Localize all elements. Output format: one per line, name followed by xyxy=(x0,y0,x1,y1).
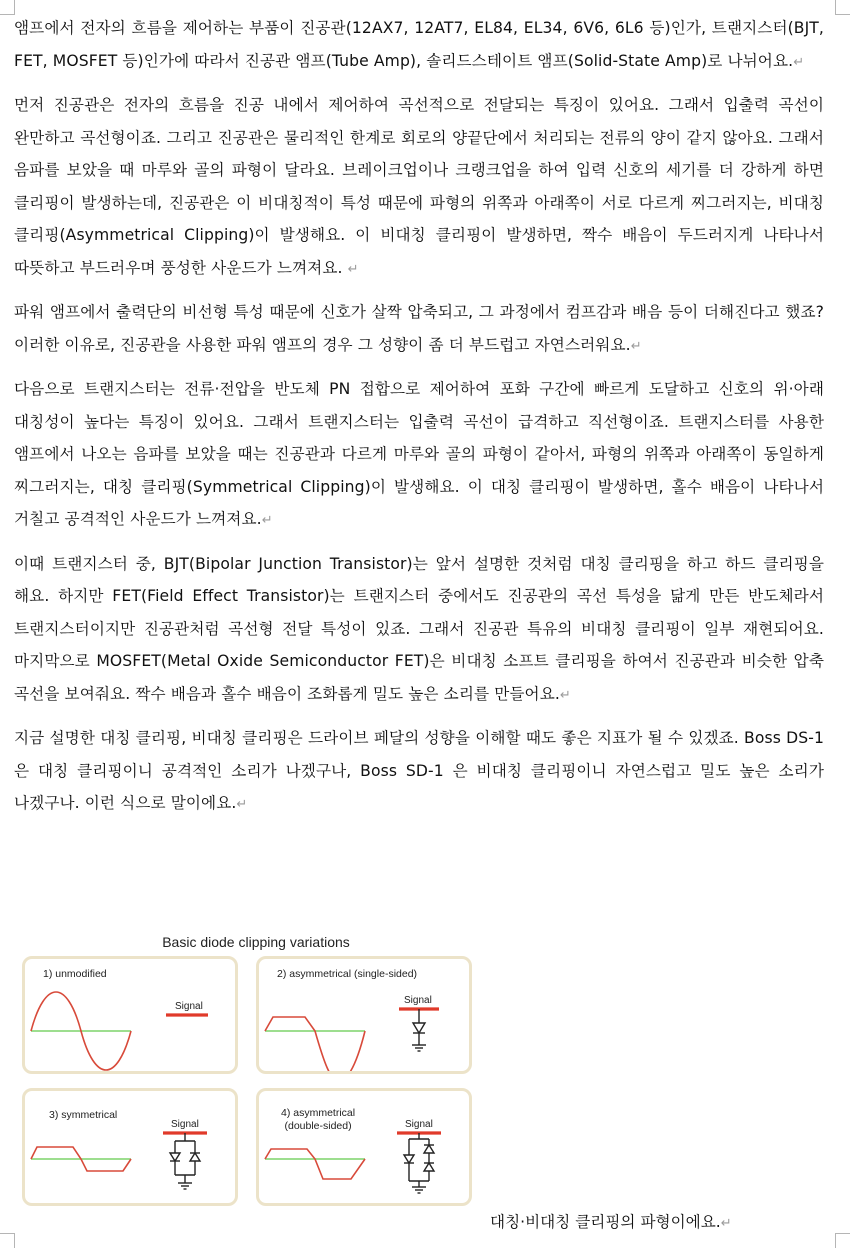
paragraph-6 xyxy=(14,722,824,822)
paragraph-text: 앰프에서 전자의 흐름을 제어하는 부품이 진공관(12AX7, 12AT7, EL84, EL34, 6V6, 6L6 등)인가, 트랜지스터(BJT, FET, MOSFET 등)인가에 따라서 진공관 앰프(Tube Amp), 솔리드스테이트 앰프(Solid-State Amp)로 나뉘어요. xyxy=(14,19,824,70)
panel-label: 2) asymmetrical (single-sided) xyxy=(277,968,418,980)
page-corner-bottom-right xyxy=(835,1233,850,1248)
diode-icon xyxy=(412,1009,426,1051)
clipping-figure xyxy=(16,930,478,1220)
panel-label: 3) symmetrical xyxy=(49,1109,118,1121)
paragraph-text: 다음으로 트랜지스터는 전류·전압을 반도체 PN 접합으로 제어하여 포화 구간에 빠르게 도달하고 신호의 위·아래 대칭성이 높다는 특징이 있어요. 그래서 트랜지스터는 입출력 곡선이 급격하고 직선형이죠. 트랜지스터를 사용한 앰프에서 나오는 음파를 보았을 때는 진공관과 다르게 마루와 골의 파형이 같아서, 파형의 위쪽과 아래쪽이 동일하게 찌그러지는, 대칭 클리핑(Symmetrical Clipping)이 발생해요. 이 대칭 클리핑이 발생하면, 홀수 배음이 나타나서 거칠고 공격적인 사운드가 느껴져요. xyxy=(14,380,824,528)
paragraph-mark: ↵ xyxy=(720,1216,732,1231)
paragraph-4 xyxy=(14,373,824,538)
panel-unmodified xyxy=(22,956,238,1074)
clipped-wave xyxy=(265,1017,365,1071)
paragraph-5 xyxy=(14,548,824,713)
paragraph-text: 이때 트랜지스터 중, BJT(Bipolar Junction Transistor)는 앞서 설명한 것처럼 대칭 클리핑을 하고 하드 클리핑을 해요. 하지만 FET(Field Effect Transistor)는 트랜지스터 중에서도 진공관의 곡선 특성을 닮게 만든 반도체라서 트랜지스터이지만 진공관처럼 곡선형 전달 특성이 있죠. 그래서 진공관 특유의 비대칭 클리핑이 일부 재현되어요. 마지막으로 MOSFET(Metal Oxide Semiconductor FET)은 비대칭 소프트 클리핑을 하여서 진공관과 비슷한 압축 곡선을 보여줘요. 짝수 배음과 홀수 배음이 조화롭게 밀도 높은 소리를 만들어요. xyxy=(14,554,824,703)
paragraph-text: 먼저 진공관은 전자의 흐름을 진공 내에서 제어하여 곡선적으로 전달되는 특징이 있어요. 그래서 입출력 곡선이 완만하고 곡선형이죠. 그리고 진공관은 물리적인 한계로 회로의 양끝단에서 처리되는 전류의 양이 같지 않아요. 그래서 음파를 보았을 때 마루와 골의 파형이 달라요. 브레이크업이나 크랭크업을 하여 입력 신호의 세기를 더 강하게 하면 클리핑이 발생하는데, 진공관은 이 비대칭적이 특성 때문에 파형의 위쪽과 아래쪽이 서로 다르게 찌그러지는, 비대칭 클리핑(Asymmetrical Clipping)이 발생해요. 이 비대칭 클리핑이 발생하면, 짝수 배음이 두드러지게 나타나서 따뜻하고 부드러우며 풍성한 사운드가 느껴져요. xyxy=(14,96,824,277)
paragraph-mark: ↵ xyxy=(261,513,273,528)
panel-asymmetrical-single xyxy=(256,956,472,1074)
page-corner-top-right xyxy=(835,0,850,15)
panel-symmetrical xyxy=(22,1088,238,1206)
diode-stack-icon xyxy=(404,1133,434,1193)
signal-label: Signal xyxy=(171,1119,199,1130)
caption-text: 대칭·비대칭 클리핑의 파형이에요. xyxy=(490,1213,721,1231)
page-corner-bottom-left xyxy=(0,1233,15,1248)
figure-caption xyxy=(490,1210,732,1232)
page-corner-top-left xyxy=(0,0,15,15)
signal-label: Signal xyxy=(405,1119,433,1130)
paragraph-mark: ↵ xyxy=(793,54,805,70)
panel-symmetrical-drawing xyxy=(25,1091,235,1203)
document-body xyxy=(14,12,824,832)
panel-label-line1: 4) asymmetrical xyxy=(281,1107,356,1119)
paragraph-mark: ↵ xyxy=(236,797,248,812)
paragraph-1 xyxy=(14,12,824,79)
clipped-wave xyxy=(265,1149,365,1179)
signal-label: Signal xyxy=(175,1001,203,1012)
paragraph-mark: ↵ xyxy=(559,687,571,703)
paragraph-3 xyxy=(14,296,824,363)
paragraph-mark: ↵ xyxy=(630,338,642,354)
panel-unmodified-drawing xyxy=(25,959,235,1071)
signal-label: Signal xyxy=(404,995,432,1006)
paragraph-2 xyxy=(14,89,824,286)
panel-asymmetrical-double-drawing xyxy=(259,1091,469,1203)
panel-label-line2: (double-sided) xyxy=(284,1120,352,1132)
panel-asymmetrical-double xyxy=(256,1088,472,1206)
diode-pair-icon xyxy=(170,1133,200,1189)
paragraph-text: 지금 설명한 대칭 클리핑, 비대칭 클리핑은 드라이브 페달의 성향을 이해할 때도 좋은 지표가 될 수 있겠죠. Boss DS-1 은 대칭 클리핑이니 공격적인 소리가 나겠구나, Boss SD-1 은 비대칭 클리핑이니 자연스럽고 밀도 높은 소리가 나겠구나. 이런 식으로 말이에요. xyxy=(14,729,824,812)
panel-label: 1) unmodified xyxy=(43,968,107,980)
figure-title: Basic diode clipping variations xyxy=(162,934,350,950)
paragraph-mark: ↵ xyxy=(347,261,359,277)
paragraph-text: 파워 앰프에서 출력단의 비선형 특성 때문에 신호가 살짝 압축되고, 그 과정에서 컴프감과 배음 등이 더해진다고 했죠? 이러한 이유로, 진공관을 사용한 파워 앰프의 경우 그 성향이 좀 더 부드럽고 자연스러워요. xyxy=(14,303,824,354)
panel-asymmetrical-single-drawing xyxy=(259,959,469,1071)
